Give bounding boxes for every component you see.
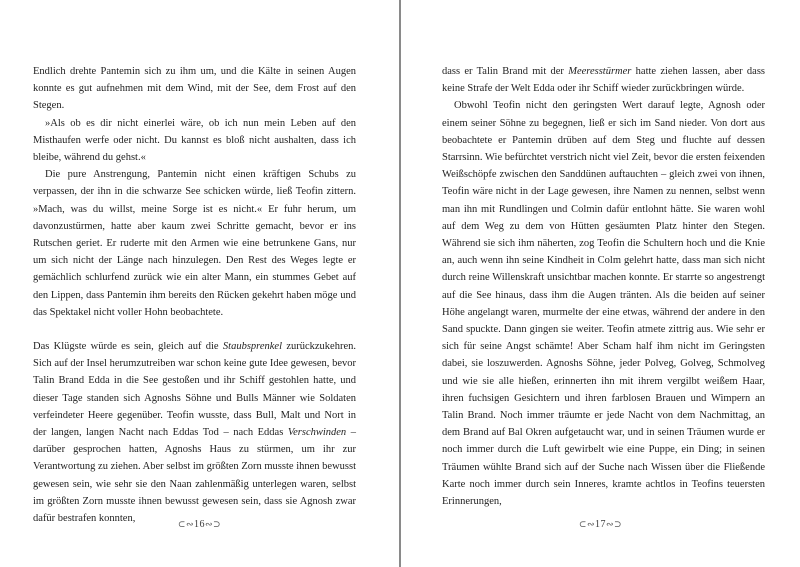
left-page-text — [33, 63, 356, 527]
paragraph-text: »Als ob es dir nicht einerlei wäre, ob ich nun mein Leben auf den Misthaufen werfe oder nicht. Du kannst es bloß nicht aushalten, dass ich bleibe, während du gehst.« — [33, 117, 356, 164]
folio-ornament-left-icon: ⊂∾ — [177, 519, 194, 529]
italic-title: Verschwinden — [287, 427, 347, 439]
paragraph — [33, 115, 356, 167]
italic-title: Meeresstürmer — [568, 66, 632, 77]
paragraph-text: Die pure Anstrengung, Pantemin nicht einen kräftigen Schubs zu verpassen, der ihn in die schwarze See schicken würde, ließ Teofin zittern. »Mach, was du willst, meine Sorge ist es nicht.« Er fuhr herum, um davonzustürmen, hatte aber kaum zwei Schritte gemacht, bevor er ins Rutschen geriet. Er ruderte mit den Armen wie eine betrunkene Gans, nur um sich nicht der Länge nach hinzulegen. Den Rest des Weges legte er gemächlich schlurfend zurück wie ein alter Mann, ein stummes Gebet auf den Lippen, dass Pantemin ihm bereits den Rücken gekehrt haben möge und das Spektakel nicht voller Hohn beobachtete. — [33, 169, 356, 318]
folio-ornament-left-icon: ⊂∾ — [578, 519, 595, 529]
paragraph — [442, 63, 765, 97]
page-number: 17 — [595, 519, 606, 530]
page-number-17 — [401, 519, 800, 530]
paragraph — [33, 166, 356, 321]
paragraph — [33, 63, 356, 115]
paragraph-text: Das Klügste würde es sein, gleich auf die — [33, 341, 223, 353]
folio-ornament-right-icon: ∾⊃ — [606, 519, 623, 529]
paragraph-text: hatte ziehen lassen, aber dass keine Strafe der Welt Edda oder ihr Schiff wieder zurückbringen würde. — [442, 66, 766, 95]
page-number-16 — [0, 519, 399, 530]
page-number: 16 — [194, 519, 205, 530]
paragraph — [33, 338, 356, 527]
folio-ornament-right-icon: ∾⊃ — [205, 519, 222, 529]
paragraph — [442, 97, 765, 510]
left-page — [0, 0, 399, 567]
paragraph-text: Endlich drehte Pantemin sich zu ihm um, und die Kälte in seinen Augen konnte es gut aufnehmen mit dem Wind, mit der See, dem Frost auf den Stegen. — [33, 66, 356, 112]
paragraph-text: Obwohl Teofin nicht den geringsten Wert darauf legte, Agnosh oder einem seiner Söhne zu begegnen, ließ er sich im Sand nieder. Von dort aus beobachtete er Pantemin drüben auf dem Steg und fluchte auf dessen Starrsinn. Wie befürchtet verstrich nicht viel Zeit, bevor die ersten feixenden Weißschöpfe zwischen den Sanddünen auftauchten – gleich zwei von ihnen, Teofin wäre nicht in der Lage gewesen, ihre Namen zu nennen, selbst wenn man ihn mit Rundlingen und Colmin dafür entlohnt hätte. Sie waren wohl auf dem Weg zu dem von Hütten gesäumten Platz hinter den Stegen. Während sie sich ihm näherten, zog Teofin die Schultern hoch und die Knie an, auch wenn ihn seine Kindheit in Colm gelehrt hatte, dass man sich nicht durch reine Willenskraft unsichtbar machen konnte. Er starrte so angestrengt auf die See hinaus, dass ihm die Augen tränten. Als die beiden auf seiner Höhe angelangt waren, murmelte der eine etwas, während der andere in den Sand spuckte. Dann gingen sie weiter. Teofin atmete zittrig aus. Wie sehr er sich für seine Angst schämte! Aber Scham half ihm nicht im Geringsten dabei, sie loszuwerden. Agnoshs Söhne, jeder Polveg, Golveg, Schmolveg und wie sie alle hießen, erinnerten ihn mit ihrem vergilbt weißem Haar, ihren fuchsigen Gesichtern und ihren farblosen Brauen und Wimpern an Talin Brand. Noch immer träumte er jede Nacht von dem Nachmittag, an dem Brand auf Bal Okren aufgetaucht war, und in seinen Träumen wurde er noch immer durch die Luft gewirbelt wie eine Puppe, ein Ding; in seinen Träumen wühlte Brand sich auf der Suche nach Wissen über die Fließende Karte noch immer durch sein Inneres, kramte achtlos in Teofins teuersten Erinnerungen, — [442, 100, 765, 508]
paragraph-text: – darüber gesprochen hatten, Agnoshs Haus zu stürmen, um ihr zur Verantwortung zu ziehen. Aber selbst im größten Zorn musste ihnen bewusst gewesen sein, wie sehr sie den Naan zahlenmäßig unterlegen waren, selbst im größten Zorn musste ihnen bewusst gewesen sein, dass sie Agnosh zwar dafür bestrafen konnten, — [33, 427, 356, 525]
italic-title: Staubsprenkel — [222, 341, 283, 353]
paragraph-text: zurückzukehren. Sich auf der Insel herumzutreiben war schon keine gute Idee gewesen, bevor Talin Brand Edda in die See gestoßen und ihr Schiff gestohlen hatte, und dieser Tage standen sich Agnoshs Söhne und Bulls Männer wie Soldaten verfeindeter Heere gegenüber. Teofin wusste, dass Bull, Malt und Nort in der langen, langen Nacht nach Eddas Tod – nach Eddas — [33, 341, 356, 439]
paragraph-text: dass er Talin Brand mit der — [442, 66, 569, 77]
right-page-text — [442, 63, 765, 510]
right-page — [401, 0, 800, 567]
